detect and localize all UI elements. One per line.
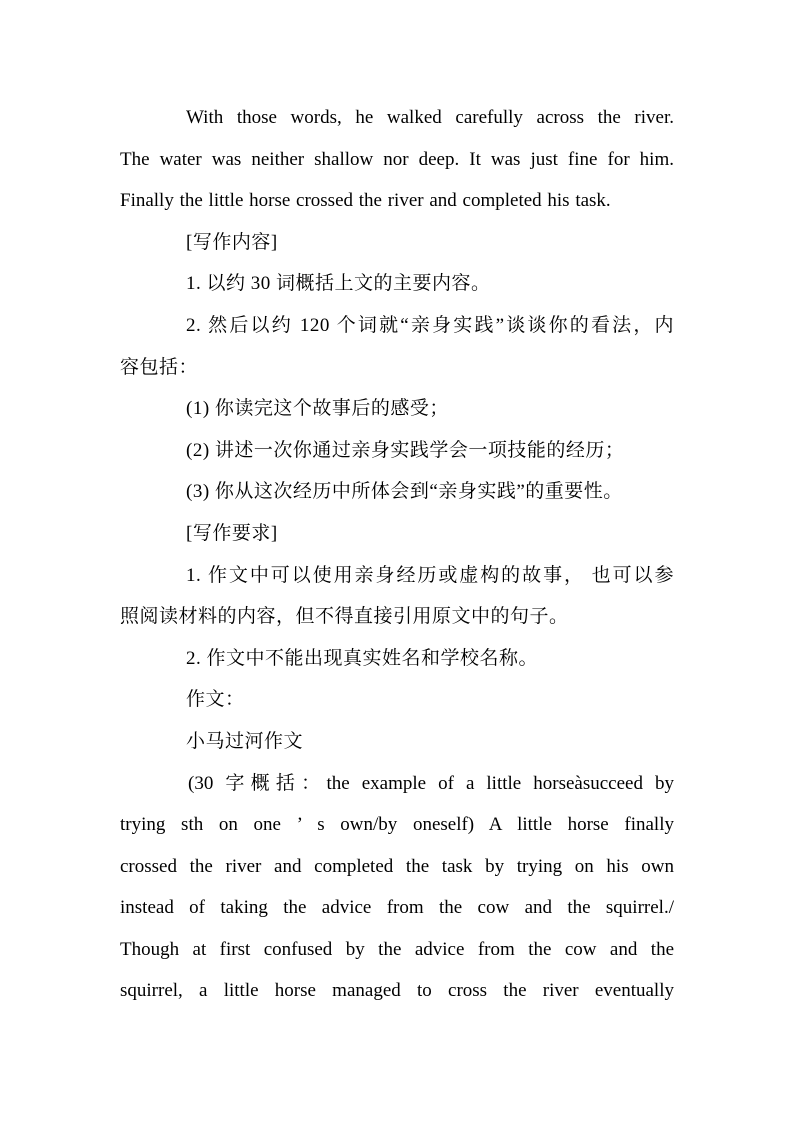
writing-content-heading: [写作内容] xyxy=(186,231,278,253)
story-line-2: The water was neither shallow nor deep. It was just fine for him. xyxy=(120,148,674,170)
writing-requirements-item-1-line-1: 1. 作文中可以使用亲身经历或虚构的故事， 也可以参 xyxy=(186,564,674,586)
writing-requirements-item-1-line-2: 照阅读材料的内容，但不得直接引用原文中的句子。 xyxy=(120,606,569,628)
essay-line-6: squirrel, a little horse managed to cross the river eventually xyxy=(120,980,674,1002)
story-line-1: With those words, he walked carefully across the river. xyxy=(186,107,674,128)
writing-content-item-2-line-1: 2. 然后以约 120 个词就“亲身实践”谈谈你的看法，内 xyxy=(186,314,674,336)
writing-content-item-2-line-2: 容包括： xyxy=(120,356,199,378)
document-page xyxy=(120,97,674,1012)
essay-line-1: (30 字概括：the example of a little horseàsucceed by xyxy=(188,772,674,794)
story-line-3: Finally the little horse crossed the river and completed his task. xyxy=(120,190,611,212)
writing-requirements-heading: [写作要求] xyxy=(186,522,278,544)
essay-line-5: Though at first confused by the advice from the cow and the xyxy=(120,938,674,960)
essay-label: 作文： xyxy=(186,689,245,711)
essay-line-4: instead of taking the advice from the cow and the squirrel./ xyxy=(120,897,674,919)
essay-title: 小马过河作文 xyxy=(186,730,304,752)
writing-content-sub-3: (3) 你从这次经历中所体会到“亲身实践”的重要性。 xyxy=(186,481,623,503)
essay-line-2: trying sth on one ’ s own/by oneself) A little horse finally xyxy=(120,814,674,836)
writing-content-sub-1: (1) 你读完这个故事后的感受； xyxy=(186,398,449,420)
essay-line-3: crossed the river and completed the task by trying on his own xyxy=(120,855,674,877)
writing-content-item-1: 1. 以约 30 词概括上文的主要内容。 xyxy=(186,273,491,295)
writing-requirements-item-2: 2. 作文中不能出现真实姓名和学校名称。 xyxy=(186,647,539,669)
writing-content-sub-2: (2) 讲述一次你通过亲身实践学会一项技能的经历； xyxy=(186,439,625,461)
